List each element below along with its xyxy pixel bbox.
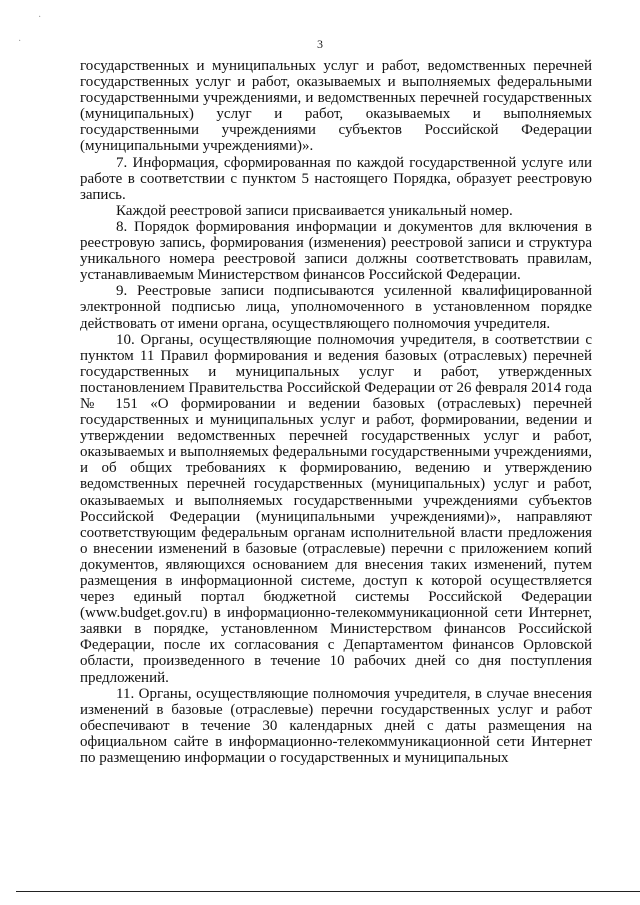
paragraph-item-8: 8. Порядок формирования информации и документов для включения в реестровую запись, формирования (изменения) реестровой записи и структура уникального номера реестровой записи должны соответствовать правилам, устанавливаемым Министерством финансов Российской Федерации.	[80, 218, 592, 284]
paragraph-item-7: 7. Информация, сформированная по каждой государственной услуге или работе в соответствии с пунктом 5 настоящего Порядка, образует реестровую запись.	[80, 154, 592, 203]
document-body	[80, 58, 592, 766]
paragraph-item-10: 10. Органы, осуществляющие полномочия учредителя, в соответствии с пунктом 11 Правил формирования и ведения базовых (отраслевых) перечней государственных и муниципальных услуг и работ, утвержденных постановлением Правительства Российской Федерации от 26 февраля 2014 года № 151 «О формировании и ведении базовых (отраслевых) перечней государственных и муниципальных услуг и работ, формировании, ведении и утверждении ведомственных перечней государственных услуг и работ, оказываемых и выполняемых федеральными государственными учреждениями, и об общих требованиях к формированию, ведению и утверждению ведомственных перечней государственных (муниципальных) услуг и работ, оказываемых и выполняемых государственными учреждениями субъектов Российской Федерации (муниципальными учреждениями)», направляют соответствующим федеральным органам исполнительной власти предложения о внесении изменений в базовые (отраслевые) перечни с приложением копий документов, являющихся основанием для внесения таких изменений, путем размещения в информационной системе, доступ к которой осуществляется через единый портал бюджетной системы Российской Федерации (www.budget.gov.ru) в информационно-телекоммуникационной сети Интернет, заявки в порядке, установленном Министерством финансов Российской Федерации, после их согласования с Департаментом финансов Орловской области, произведенного в течение 10 рабочих дней со дня поступления предложений.	[80, 331, 592, 686]
paragraph-item-9: 9. Реестровые записи подписываются усиленной квалифицированной электронной подписью лица, уполномоченного в установленном порядке действовать от имени органа, осуществляющего полномочия учредителя.	[80, 283, 592, 332]
scan-mark: ·	[18, 36, 22, 47]
paragraph-item-11: 11. Органы, осуществляющие полномочия учредителя, в случае внесения изменений в базовые (отраслевые) перечни государственных услуг и работ обеспечивают в течение 30 календарных дней с даты размещения на официальном сайте в информационно-телекоммуникационной сети Интернет по размещению информации о государственных и муниципальных	[80, 685, 592, 767]
page-number: 3	[317, 37, 323, 51]
bottom-rule	[16, 891, 640, 892]
paragraph-unique-number: Каждой реестровой записи присваивается уникальный номер.	[116, 202, 513, 219]
scan-mark: ·	[38, 12, 42, 23]
paragraph-continuation: государственных и муниципальных услуг и работ, ведомственных перечней государственных услуг и работ, оказываемых и выполняемых федеральными государственными учреждениями, и ведомственных перечней государственных (муниципальных) услуг и работ, оказываемых и выполняемых государственными учреждениями субъектов Российской Федерации (муниципальными учреждениями)».	[80, 58, 592, 155]
